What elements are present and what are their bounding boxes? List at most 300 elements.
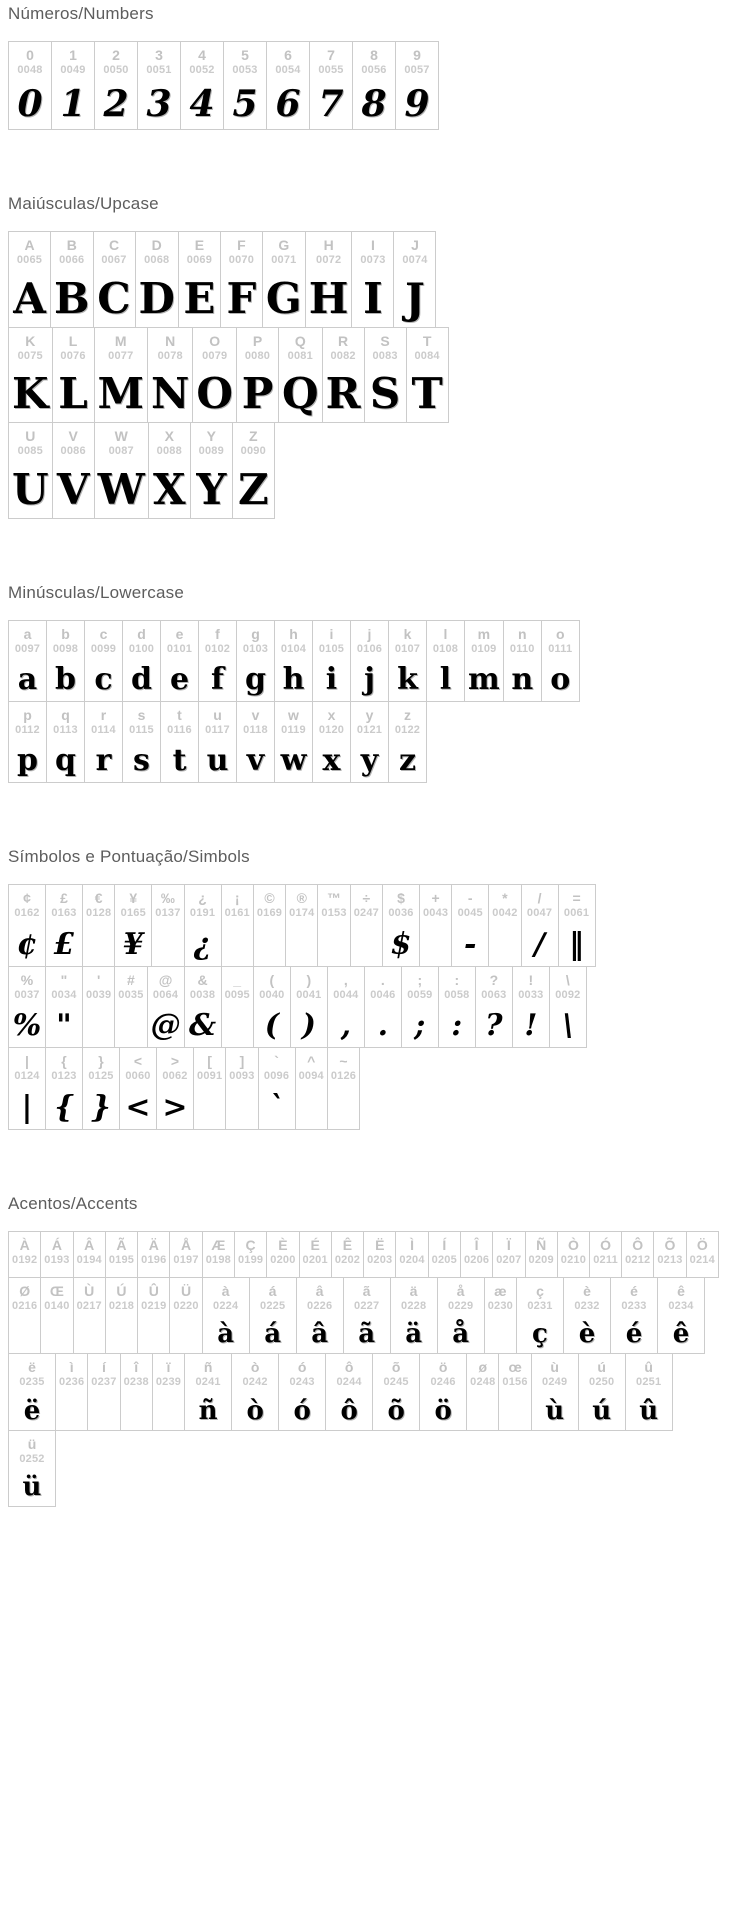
cell-unicode-code: 0041	[296, 988, 322, 1001]
glyph-cell	[51, 42, 94, 129]
cell-glyph: `	[269, 1089, 285, 1125]
glyph-cell	[653, 1232, 685, 1277]
glyph-cell	[278, 1354, 325, 1429]
glyph-cell	[114, 967, 146, 1047]
cell-character-label: .	[380, 971, 385, 988]
glyph-cell	[46, 702, 84, 782]
glyph-cell	[122, 702, 160, 782]
cell-unicode-code: 0234	[668, 1300, 694, 1312]
glyph-row	[8, 966, 587, 1048]
cell-unicode-code: 0191	[189, 907, 216, 920]
cell-character-label: 5	[241, 47, 249, 63]
cell-glyph: ç	[532, 1319, 548, 1350]
cell-unicode-code: 0217	[76, 1300, 102, 1312]
cell-glyph: M	[97, 369, 145, 419]
cell-glyph: L	[58, 369, 88, 419]
cell-unicode-code: 0066	[59, 254, 85, 267]
glyph-cell	[178, 232, 220, 326]
glyph-cell	[557, 1232, 589, 1277]
cell-glyph: J	[405, 273, 425, 323]
cell-unicode-code: 0232	[574, 1300, 600, 1312]
cell-glyph: V	[56, 464, 90, 514]
cell-character-label: K	[25, 332, 36, 349]
glyph-cell	[364, 967, 401, 1047]
font-section	[8, 1194, 730, 1508]
glyph-row	[8, 1353, 673, 1430]
glyph-cell	[169, 1232, 201, 1277]
cell-unicode-code: 0195	[108, 1253, 135, 1266]
cell-character-label: Q	[294, 332, 306, 349]
cell-glyph: f	[211, 661, 224, 697]
cell-character-label: ü	[27, 1435, 37, 1452]
cell-glyph: ¢	[16, 926, 38, 962]
cell-character-label: Ò	[567, 1236, 579, 1253]
glyph-cell	[45, 967, 82, 1047]
cell-unicode-code: 0063	[481, 988, 507, 1001]
cell-unicode-code: 0039	[86, 988, 112, 1001]
cell-character-label: $	[397, 890, 405, 907]
cell-character-label: l	[443, 625, 448, 642]
cell-character-label: ô	[344, 1359, 354, 1376]
cell-character-label: )	[306, 971, 312, 988]
section-title: Maiúsculas/Upcase	[8, 194, 159, 214]
cell-character-label: á	[268, 1282, 277, 1299]
glyph-cell	[46, 621, 84, 701]
glyph-cell	[120, 1354, 152, 1429]
cell-character-label: À	[19, 1236, 30, 1253]
cell-character-label: û	[644, 1359, 653, 1376]
cell-unicode-code: 0062	[162, 1070, 188, 1083]
cell-character-label: S	[380, 332, 390, 349]
glyph-cell	[156, 1048, 193, 1128]
glyph-cell	[460, 1232, 492, 1277]
cell-character-label: ë	[28, 1359, 36, 1376]
cell-glyph: 5	[232, 83, 258, 126]
glyph-cell	[193, 1048, 225, 1128]
cell-unicode-code: 0209	[528, 1253, 554, 1266]
cell-unicode-code: 0226	[307, 1300, 333, 1312]
cell-character-label: 9	[413, 47, 421, 63]
cell-character-label: ì	[69, 1359, 74, 1376]
cell-glyph: h	[282, 661, 305, 697]
cell-character-label: ®	[296, 890, 307, 907]
cell-character-label: z	[404, 706, 411, 723]
glyph-cell	[512, 967, 549, 1047]
glyph-cell	[388, 621, 426, 701]
cell-glyph: /	[534, 926, 546, 962]
glyph-cell	[152, 1354, 184, 1429]
cell-character-label: @	[158, 971, 173, 988]
cell-character-label: r	[100, 706, 107, 723]
cell-glyph: R	[325, 369, 361, 419]
glyph-cell	[492, 1232, 524, 1277]
cell-glyph: ü	[22, 1472, 42, 1503]
glyph-cell	[122, 621, 160, 701]
glyph-cell	[9, 1431, 55, 1506]
cell-unicode-code: 0252	[19, 1452, 45, 1465]
cell-glyph: d	[131, 661, 152, 697]
cell-unicode-code: 0091	[197, 1070, 223, 1083]
cell-unicode-code: 0241	[195, 1376, 221, 1389]
cell-glyph: .	[377, 1008, 389, 1044]
glyph-cell	[475, 967, 512, 1047]
cell-unicode-code: 0227	[354, 1300, 380, 1312]
cell-glyph: $	[390, 926, 412, 962]
cell-character-label: Ñ	[536, 1236, 547, 1253]
cell-unicode-code: 0112	[15, 724, 40, 737]
glyph-cell	[221, 885, 253, 965]
cell-character-label: ¥	[129, 890, 138, 907]
cell-unicode-code: 0058	[444, 988, 470, 1001]
cell-glyph: s	[133, 743, 150, 779]
cell-character-label: ú	[597, 1359, 606, 1376]
cell-character-label: a	[23, 625, 32, 642]
glyph-cell	[406, 328, 448, 422]
cell-unicode-code: 0089	[198, 445, 224, 458]
cell-unicode-code: 0108	[432, 642, 459, 655]
glyph-cell	[419, 1354, 466, 1429]
cell-unicode-code: 0075	[17, 349, 43, 362]
glyph-cell	[343, 1278, 390, 1353]
cell-unicode-code: 0060	[125, 1070, 151, 1083]
cell-unicode-code: 0125	[88, 1070, 114, 1083]
cell-character-label: W	[114, 428, 128, 445]
glyph-cell	[190, 423, 232, 517]
glyph-cell	[198, 702, 236, 782]
cell-character-label: ó	[297, 1359, 307, 1376]
cell-character-label: f	[215, 625, 220, 642]
cell-unicode-code: 0245	[383, 1376, 409, 1389]
cell-unicode-code: 0095	[224, 988, 250, 1001]
cell-unicode-code: 0072	[316, 254, 342, 267]
cell-character-label: A	[24, 237, 35, 254]
cell-unicode-code: 0121	[356, 724, 383, 737]
cell-unicode-code: 0059	[407, 988, 433, 1001]
cell-character-label: Ê	[342, 1236, 353, 1253]
glyph-cell	[327, 967, 364, 1047]
cell-unicode-code: 0202	[334, 1253, 361, 1266]
glyph-cell	[390, 1278, 437, 1353]
cell-glyph: 0	[17, 83, 43, 126]
glyph-cell	[40, 1278, 72, 1353]
cell-character-label: Ó	[600, 1236, 611, 1253]
cell-unicode-code: 0084	[414, 349, 440, 362]
font-section	[8, 4, 730, 130]
section-title: Acentos/Accents	[8, 1193, 138, 1213]
cell-character-label: Å	[180, 1236, 192, 1253]
cell-character-label: 3	[155, 47, 163, 63]
cell-unicode-code: 0034	[51, 988, 77, 1001]
cell-character-label: ï	[166, 1359, 171, 1376]
cell-unicode-code: 0071	[271, 254, 297, 267]
cell-character-label: U	[25, 428, 36, 445]
cell-character-label: t	[177, 706, 182, 723]
glyph-cell	[274, 702, 312, 782]
cell-glyph: £	[53, 926, 75, 962]
cell-unicode-code: 0074	[402, 254, 428, 267]
cell-character-label: <	[133, 1053, 143, 1070]
cell-unicode-code: 0214	[689, 1253, 715, 1266]
cell-unicode-code: 0218	[108, 1300, 135, 1312]
cell-glyph: )	[301, 1008, 316, 1044]
cell-glyph: õ	[387, 1395, 405, 1426]
cell-character-label: ‰	[160, 890, 175, 907]
cell-character-label: ~	[339, 1053, 348, 1070]
cell-unicode-code: 0193	[44, 1253, 70, 1266]
cell-character-label: 0	[26, 47, 34, 63]
cell-unicode-code: 0156	[502, 1376, 528, 1389]
glyph-cell	[94, 423, 148, 517]
cell-glyph: E	[183, 273, 216, 323]
cell-unicode-code: 0243	[289, 1376, 315, 1389]
cell-glyph: 1	[60, 83, 86, 126]
glyph-cell	[278, 328, 322, 422]
glyph-cell	[466, 1354, 498, 1429]
cell-glyph: ò	[246, 1395, 264, 1426]
cell-character-label: p	[23, 706, 32, 723]
cell-unicode-code: 0251	[636, 1376, 662, 1389]
glyph-cell	[147, 328, 192, 422]
glyph-cell	[305, 232, 352, 326]
glyph-cell	[266, 42, 309, 129]
cell-glyph: Z	[237, 464, 269, 514]
cell-character-label: E	[194, 237, 205, 254]
cell-glyph: ù	[545, 1395, 565, 1426]
glyph-cell	[82, 1048, 119, 1128]
cell-unicode-code: 0082	[330, 349, 356, 362]
cell-character-label: c	[99, 625, 108, 642]
cell-unicode-code: 0220	[173, 1300, 199, 1312]
cell-unicode-code: 0207	[496, 1253, 522, 1266]
cell-character-label: m	[477, 625, 491, 642]
cell-character-label: >	[170, 1053, 180, 1070]
cell-unicode-code: 0099	[90, 642, 117, 655]
glyph-cell	[84, 621, 122, 701]
cell-unicode-code: 0115	[129, 724, 154, 737]
cell-unicode-code: 0106	[356, 642, 383, 655]
cell-unicode-code: 0068	[144, 254, 170, 267]
cell-unicode-code: 0117	[205, 724, 230, 737]
cell-glyph: a	[17, 661, 38, 697]
cell-unicode-code: 0092	[555, 988, 581, 1001]
cell-character-label: œ	[508, 1359, 522, 1376]
cell-character-label: ã	[362, 1282, 371, 1299]
cell-character-label: e	[175, 625, 184, 642]
glyph-cell	[578, 1354, 625, 1429]
glyph-row	[8, 327, 449, 423]
cell-character-label: ?	[489, 971, 499, 988]
glyph-row	[8, 1277, 705, 1354]
cell-character-label: ¢	[23, 890, 31, 907]
cell-unicode-code: 0103	[242, 642, 269, 655]
glyph-row	[8, 422, 275, 518]
cell-unicode-code: 0035	[118, 988, 144, 1001]
cell-character-label: =	[572, 890, 581, 907]
glyph-cell	[322, 328, 364, 422]
cell-character-label: ñ	[203, 1359, 213, 1376]
cell-character-label: æ	[494, 1282, 507, 1299]
cell-character-label: q	[61, 706, 70, 723]
cell-glyph: ?	[485, 1008, 503, 1044]
glyph-cell	[151, 885, 183, 965]
cell-glyph: x	[322, 743, 341, 779]
font-section	[8, 194, 730, 518]
glyph-cell	[503, 621, 541, 701]
glyph-cell	[119, 1048, 156, 1128]
cell-unicode-code: 0096	[263, 1070, 290, 1083]
cell-character-label: ÷	[362, 890, 371, 907]
glyph-cell	[114, 885, 151, 965]
cell-unicode-code: 0174	[289, 907, 315, 920]
cell-unicode-code: 0122	[394, 724, 421, 737]
glyph-cell	[9, 967, 45, 1047]
cell-glyph: 7	[318, 83, 344, 126]
cell-unicode-code: 0087	[108, 445, 134, 458]
cell-unicode-code: 0205	[431, 1253, 457, 1266]
glyph-cell	[352, 42, 395, 129]
cell-unicode-code: 0100	[128, 642, 155, 655]
cell-character-label: F	[237, 237, 246, 254]
cell-unicode-code: 0204	[399, 1253, 425, 1266]
cell-unicode-code: 0206	[463, 1253, 490, 1266]
cell-unicode-code: 0119	[281, 724, 306, 737]
cell-character-label: d	[137, 625, 146, 642]
glyph-row	[8, 620, 580, 702]
cell-unicode-code: 0216	[12, 1300, 38, 1312]
cell-character-label: ]	[239, 1053, 245, 1070]
cell-unicode-code: 0233	[621, 1300, 647, 1312]
glyph-cell	[531, 1354, 578, 1429]
cell-glyph: >	[162, 1089, 188, 1125]
glyph-cell	[9, 1048, 45, 1128]
glyph-cell	[137, 1278, 169, 1353]
cell-unicode-code: 0111	[548, 642, 573, 655]
cell-character-label: P	[252, 332, 263, 349]
cell-character-label: Û	[148, 1282, 159, 1299]
cell-unicode-code: 0090	[240, 445, 266, 458]
cell-character-label: o	[555, 625, 565, 642]
cell-glyph: ä	[405, 1319, 423, 1350]
glyph-cell	[296, 1278, 343, 1353]
glyph-cell	[236, 621, 274, 701]
cell-glyph: b	[55, 661, 76, 697]
cell-unicode-code: 0056	[361, 64, 387, 77]
cell-unicode-code: 0248	[470, 1376, 496, 1389]
cell-glyph: 4	[189, 83, 215, 126]
cell-unicode-code: 0200	[270, 1253, 296, 1266]
cell-unicode-code: 0250	[589, 1376, 615, 1389]
cell-character-label: í	[101, 1359, 106, 1376]
cell-glyph: X	[153, 464, 186, 514]
cell-glyph: ú	[592, 1395, 612, 1426]
cell-unicode-code: 0212	[625, 1253, 651, 1266]
cell-glyph: k	[397, 661, 418, 697]
glyph-cell	[372, 1354, 419, 1429]
glyph-cell	[9, 42, 51, 129]
glyph-cell	[331, 1232, 363, 1277]
glyph-cell	[464, 621, 503, 701]
glyph-cell	[350, 702, 388, 782]
cell-glyph: I	[363, 273, 383, 323]
glyph-cell	[9, 702, 46, 782]
cell-character-label: Ö	[696, 1236, 708, 1253]
cell-character-label: h	[289, 625, 298, 642]
cell-unicode-code: 0061	[563, 907, 590, 920]
cell-unicode-code: 0055	[318, 64, 344, 77]
cell-character-label: ê	[677, 1282, 685, 1299]
cell-glyph: B	[54, 273, 90, 323]
glyph-cell	[625, 1354, 672, 1429]
glyph-cell	[325, 1354, 372, 1429]
cell-glyph: |	[21, 1089, 33, 1125]
glyph-cell	[437, 1278, 484, 1353]
cell-character-label: J	[411, 237, 419, 254]
glyph-cell	[589, 1232, 621, 1277]
glyph-cell	[290, 967, 327, 1047]
glyph-cell	[192, 328, 236, 422]
cell-glyph: N	[151, 369, 190, 419]
cell-unicode-code: 0044	[333, 988, 359, 1001]
cell-glyph: 3	[146, 83, 172, 126]
glyph-cell	[484, 1278, 516, 1353]
cell-character-label: n	[517, 625, 527, 642]
cell-unicode-code: 0047	[526, 907, 553, 920]
cell-character-label: (	[269, 971, 275, 988]
cell-glyph: û	[639, 1395, 659, 1426]
glyph-cell	[388, 702, 426, 782]
cell-character-label: }	[98, 1053, 104, 1070]
cell-character-label: Ú	[116, 1282, 127, 1299]
glyph-cell	[232, 423, 274, 517]
glyph-cell	[350, 885, 382, 965]
cell-glyph: ó	[293, 1395, 311, 1426]
cell-character-label: \	[565, 971, 570, 988]
cell-character-label: {	[61, 1053, 67, 1070]
cell-unicode-code: 0225	[260, 1300, 286, 1312]
cell-glyph: O	[196, 369, 233, 419]
cell-unicode-code: 0163	[51, 907, 77, 920]
glyph-cell	[223, 42, 266, 129]
glyph-cell	[249, 1278, 296, 1353]
cell-character-label: w	[288, 706, 299, 723]
cell-glyph: ,	[340, 1008, 352, 1044]
glyph-cell	[198, 621, 236, 701]
cell-character-label: Ï	[506, 1236, 511, 1253]
cell-character-label: Ä	[148, 1236, 159, 1253]
cell-character-label: Æ	[211, 1236, 226, 1253]
cell-unicode-code: 0069	[186, 254, 213, 267]
cell-unicode-code: 0102	[204, 642, 231, 655]
glyph-cell	[87, 1354, 119, 1429]
cell-glyph: ‖	[569, 926, 585, 962]
cell-glyph: g	[245, 661, 266, 697]
glyph-cell	[180, 42, 223, 129]
glyph-cell	[558, 885, 595, 965]
glyph-cell	[9, 1354, 55, 1429]
cell-unicode-code: 0198	[205, 1253, 231, 1266]
glyph-cell	[438, 967, 475, 1047]
cell-character-label: g	[251, 625, 260, 642]
cell-character-label: Ô	[632, 1236, 644, 1253]
cell-unicode-code: 0201	[302, 1253, 328, 1266]
cell-character-label: è	[583, 1282, 591, 1299]
cell-character-label: M	[114, 332, 127, 349]
glyph-cell	[309, 42, 352, 129]
cell-character-label: X	[164, 428, 174, 445]
cell-character-label: b	[61, 625, 70, 642]
glyph-cell	[563, 1278, 610, 1353]
glyph-cell	[105, 1232, 137, 1277]
